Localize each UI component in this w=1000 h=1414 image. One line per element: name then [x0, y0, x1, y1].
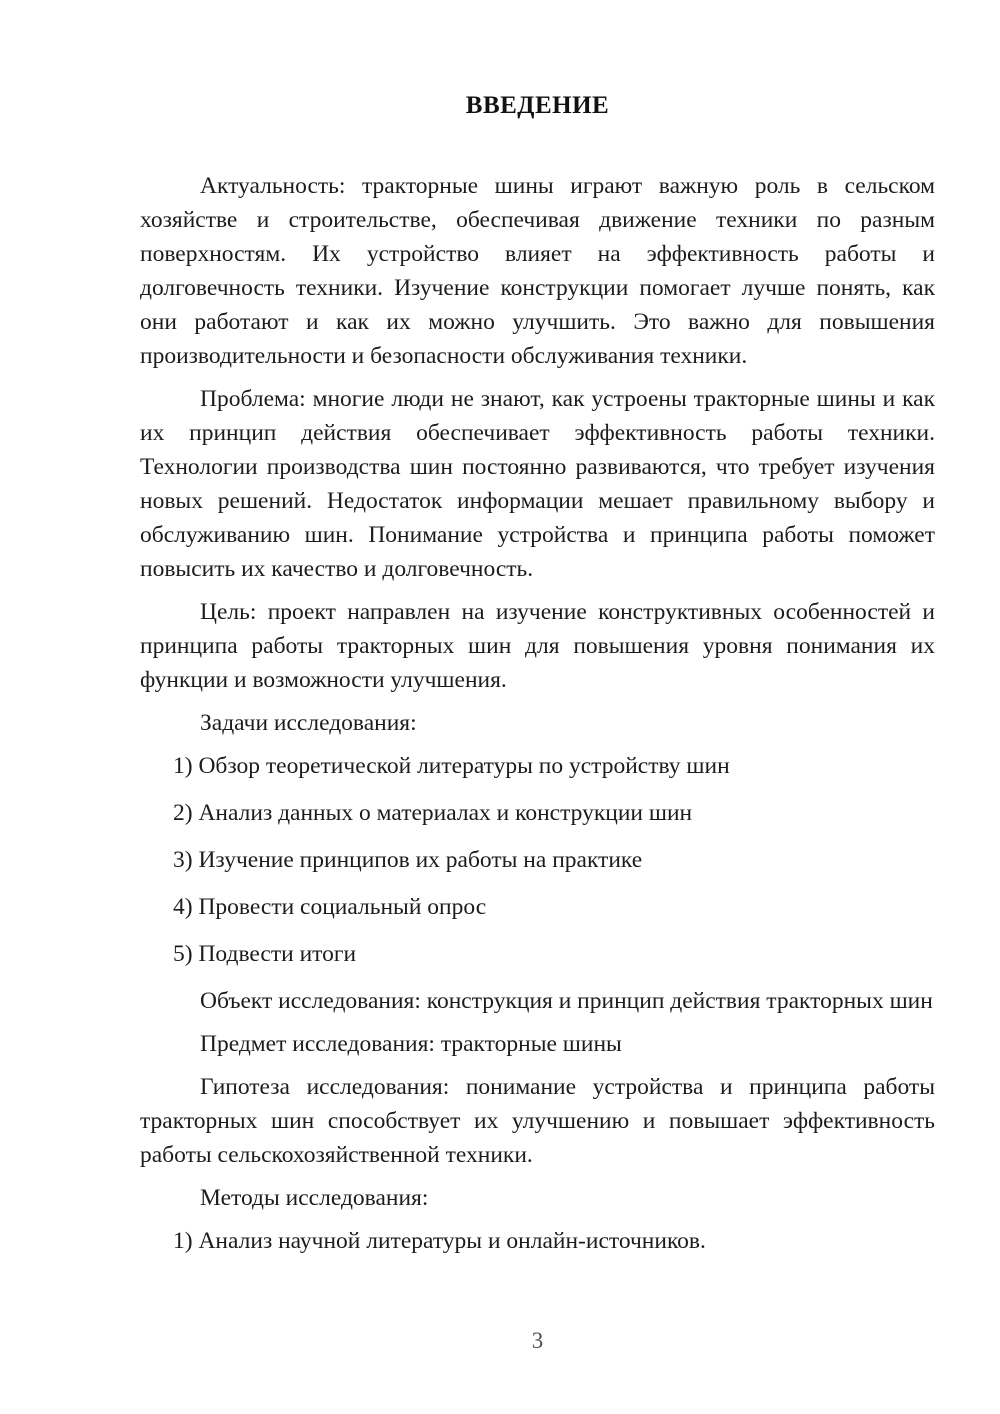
paragraph-hypothesis: Гипотеза исследования: понимание устройства и принципа работы тракторных шин способствует их улучшению и повышает эффективность работы сельскохозяйственной техники. — [140, 1074, 935, 1168]
paragraph-relevance: Актуальность: тракторные шины играют важную роль в сельском хозяйстве и строительстве, обеспечивая движение техники по разным поверхностям. Их устройство влияет на эффективность работы и долговечность техники. Изучение конструкции помогает лучше понять, как они работают и как их можно улучшить. Это важно для повышения производительности и безопасности обслуживания техники. — [140, 173, 935, 369]
page-title: ВВЕДЕНИЕ — [465, 92, 610, 119]
paragraph-goal: Цель: проект направлен на изучение конструктивных особенностей и принципа работы тракторных шин для повышения уровня понимания их функции и возможности улучшения. — [140, 599, 935, 693]
methods-heading: Методы исследования: — [200, 1185, 429, 1211]
tasks-heading: Задачи исследования: — [200, 710, 417, 736]
paragraph-problem: Проблема: многие люди не знают, как устроены тракторные шины и как их принцип действия обеспечивает эффективность работы техники. Технологии производства шин постоянно развиваются, что требует изучения новых решений. Недостаток информации мешает правильному выбору и обслуживанию шин. Понимание устройства и принципа работы поможет повысить их качество и долговечность. — [140, 386, 935, 582]
paragraph-object: Объект исследования: конструкция и принцип действия тракторных шин — [200, 988, 933, 1014]
task-item-1: 1) Обзор теоретической литературы по устройству шин — [173, 753, 730, 779]
page-footer — [140, 1328, 935, 1354]
task-item-2: 2) Анализ данных о материалах и конструкции шин — [173, 800, 693, 826]
paragraph-subject: Предмет исследования: тракторные шины — [200, 1031, 622, 1057]
task-item-4: 4) Провести социальный опрос — [173, 894, 487, 920]
task-item-5: 5) Подвести итоги — [173, 941, 357, 967]
page-number: 3 — [531, 1328, 544, 1353]
method-item-1: 1) Анализ научной литературы и онлайн-источников. — [173, 1228, 706, 1254]
task-item-3: 3) Изучение принципов их работы на практике — [173, 847, 643, 873]
